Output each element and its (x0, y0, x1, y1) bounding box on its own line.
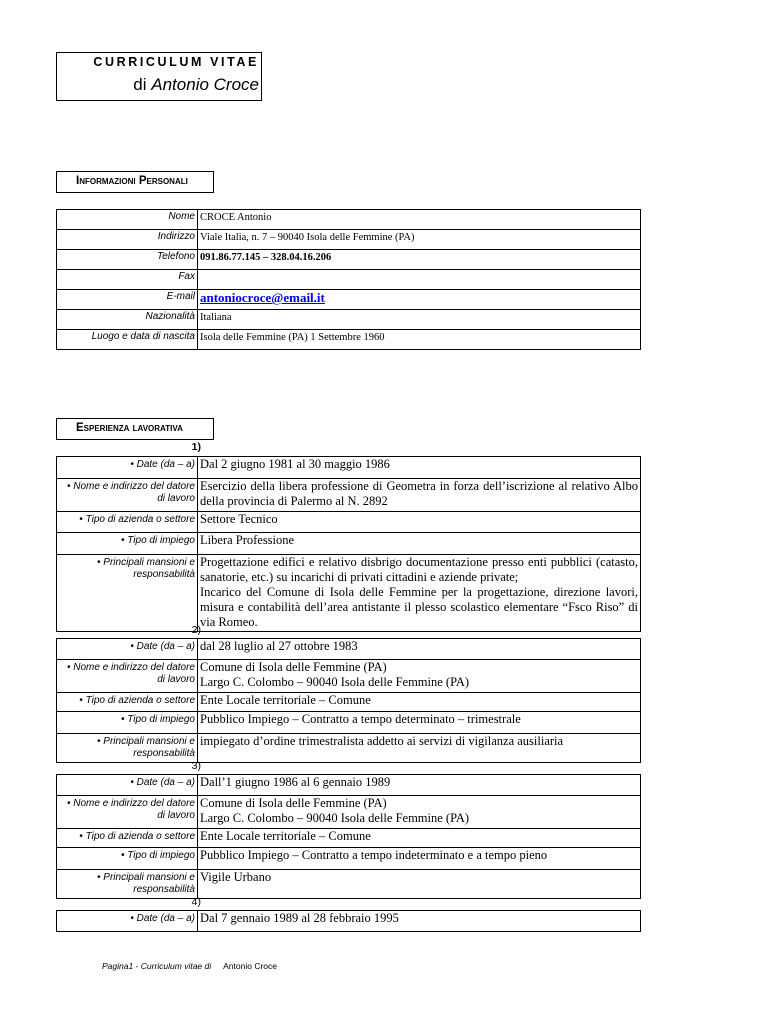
cv-owner-name: Antonio Croce (151, 75, 259, 94)
dates-label: • Date (da – a) (57, 775, 198, 796)
duties-value: Vigile Urbano (198, 870, 641, 899)
value-fax (198, 270, 641, 290)
sector-value: Ente Locale territoriale – Comune (198, 829, 641, 848)
table-row (57, 829, 641, 848)
duties-label: • Principali mansioni e responsabilità (57, 555, 198, 632)
dates-label: • Date (da – a) (57, 457, 198, 479)
sector-value: Ente Locale territoriale – Comune (198, 693, 641, 712)
email-link[interactable]: antoniocroce@email.it (200, 290, 325, 305)
personal-info-heading: Informazioni Personali (56, 171, 214, 193)
table-row (57, 230, 641, 250)
dates-value: Dal 7 gennaio 1989 al 28 febbraio 1995 (198, 911, 641, 932)
dates-label: • Date (da – a) (57, 911, 198, 932)
duties-paragraph: Progettazione edifici e relativo disbrigo documentazione presso enti pubblici (catasto, sanatorie, etc.) su incarichi di privati cittadini e aziende private; (200, 555, 638, 584)
table-row (57, 555, 641, 632)
employer-name: Comune di Isola delle Femmine (PA) (200, 796, 387, 810)
table-row (57, 210, 641, 230)
employer-label: • Nome e indirizzo del datore di lavoro (57, 479, 198, 512)
footer-name: Antonio Croce (223, 961, 278, 971)
experience-entry-4 (56, 910, 641, 932)
table-row (57, 270, 641, 290)
table-row (57, 457, 641, 479)
table-row (57, 660, 641, 693)
name-prefix: di (133, 75, 147, 94)
employer-value (198, 796, 641, 829)
cv-name-line (133, 75, 259, 95)
cv-title-box (56, 52, 262, 101)
label-indirizzo: Indirizzo (57, 230, 198, 250)
table-row (57, 734, 641, 763)
table-row (57, 512, 641, 533)
sector-value: Settore Tecnico (198, 512, 641, 533)
label-nome: Nome (57, 210, 198, 230)
table-row (57, 848, 641, 870)
job-label: • Tipo di impiego (57, 533, 198, 555)
employer-name: Comune di Isola delle Femmine (PA) (200, 660, 387, 674)
employer-address: Largo C. Colombo – 90040 Isola delle Femmine (PA) (200, 811, 470, 825)
duties-value (198, 555, 641, 632)
dates-value: dal 28 luglio al 27 ottobre 1983 (198, 639, 641, 660)
experience-entry-2 (56, 638, 641, 763)
duties-label: • Principali mansioni e responsabilità (57, 734, 198, 763)
page-footer (102, 961, 277, 971)
employer-label: • Nome e indirizzo del datore di lavoro (57, 796, 198, 829)
value-telefono: 091.86.77.145 – 328.04.16.206 (198, 250, 641, 270)
job-label: • Tipo di impiego (57, 848, 198, 870)
job-label: • Tipo di impiego (57, 712, 198, 734)
entry-number: 1) (191, 441, 201, 453)
label-telefono: Telefono (57, 250, 198, 270)
value-indirizzo: Viale Italia, n. 7 – 90040 Isola delle Femmine (PA) (198, 230, 641, 250)
table-row (57, 693, 641, 712)
table-row (57, 911, 641, 932)
employer-address: Largo C. Colombo – 90040 Isola delle Femmine (PA) (200, 675, 470, 689)
employer-value: Esercizio della libera professione di Geometra in forza dell’iscrizione al relativo Albo della provincia di Palermo al N. 2892 (198, 479, 641, 512)
footer-prefix: Pagina1 - Curriculum vitae di (102, 961, 212, 971)
table-row (57, 712, 641, 734)
table-row (57, 310, 641, 330)
label-nascita: Luogo e data di nascita (57, 330, 198, 350)
sector-label: • Tipo di azienda o settore (57, 693, 198, 712)
sector-label: • Tipo di azienda o settore (57, 829, 198, 848)
job-value: Pubblico Impiego – Contratto a tempo determinato – trimestrale (198, 712, 641, 734)
table-row (57, 533, 641, 555)
table-row (57, 479, 641, 512)
duties-value: impiegato d’ordine trimestralista addetto ai servizi di vigilanza ausiliaria (198, 734, 641, 763)
employer-value (198, 660, 641, 693)
label-nazionalita: Nazionalità (57, 310, 198, 330)
value-email (198, 290, 641, 310)
experience-heading: Esperienza lavorativa (56, 418, 214, 440)
sector-label: • Tipo di azienda o settore (57, 512, 198, 533)
dates-value: Dall’1 giugno 1986 al 6 gennaio 1989 (198, 775, 641, 796)
table-row (57, 775, 641, 796)
table-row (57, 290, 641, 310)
experience-entry-3 (56, 774, 641, 899)
personal-info-table (56, 209, 641, 350)
entry-number: 2) (191, 624, 201, 636)
job-value: Libera Professione (198, 533, 641, 555)
value-nome: CROCE Antonio (198, 210, 641, 230)
label-fax: Fax (57, 270, 198, 290)
dates-value: Dal 2 giugno 1981 al 30 maggio 1986 (198, 457, 641, 479)
value-nascita: Isola delle Femmine (PA) 1 Settembre 1960 (198, 330, 641, 350)
employer-label: • Nome e indirizzo del datore di lavoro (57, 660, 198, 693)
entry-number: 3) (191, 760, 201, 772)
duties-label: • Principali mansioni e responsabilità (57, 870, 198, 899)
table-row (57, 870, 641, 899)
label-email: E-mail (57, 290, 198, 310)
table-row (57, 796, 641, 829)
table-row (57, 639, 641, 660)
experience-entry-1 (56, 456, 641, 632)
dates-label: • Date (da – a) (57, 639, 198, 660)
job-value: Pubblico Impiego – Contratto a tempo indeterminato e a tempo pieno (198, 848, 641, 870)
duties-paragraph: Incarico del Comune di Isola delle Femmine per la progettazione, direzione lavori, misura e contabilità dell’area antistante il plesso scolastico elementare “Fsco Riso” di via Romeo. (200, 585, 638, 629)
value-nazionalita: Italiana (198, 310, 641, 330)
cv-title: CURRICULUM VITAE (93, 55, 259, 69)
entry-number: 4) (191, 896, 201, 908)
table-row (57, 330, 641, 350)
table-row (57, 250, 641, 270)
